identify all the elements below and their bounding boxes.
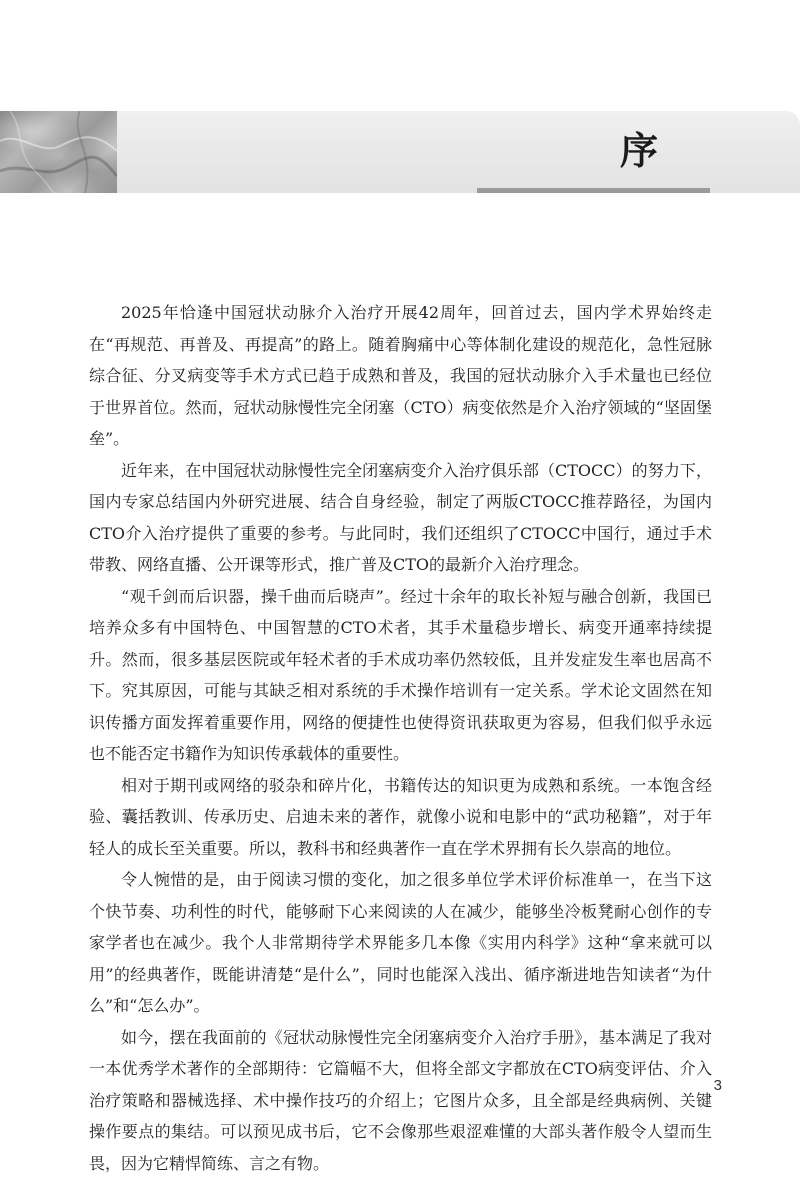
paragraph: 令人惋惜的是，由于阅读习惯的变化，加之很多单位学术评价标准单一，在当下这个快节奏、功利性的时代，能够耐下心来阅读的人在减少，能够坐冷板凳耐心创作的专家学者也在减少。我个人非常期待学术界能多几本像《实用内科学》这种“拿来就可以用”的经典著作，既能讲清楚“是什么”，同时也能深入浅出、循序渐进地告知读者“为什么”和“怎么办”。 <box>89 864 712 1022</box>
header-title-panel <box>117 111 800 193</box>
chapter-title: 序 <box>620 128 660 174</box>
header-marble-texture <box>0 111 117 193</box>
paragraph: 近年来，在中国冠状动脉慢性完全闭塞病变介入治疗俱乐部（CTOCC）的努力下，国内专家总结国内外研究进展、结合自身经验，制定了两版CTOCC推荐路径，为国内CTO介入治疗提供了重要的参考。与此同时，我们还组织了CTOCC中国行，通过手术带教、网络直播、公开课等形式，推广普及CTO的最新介入治疗理念。 <box>89 455 712 581</box>
paragraph: “观千剑而后识器，操千曲而后晓声”。经过十余年的取长补短与融合创新，我国已培养众多有中国特色、中国智慧的CTO术者，其手术量稳步增长、病变开通率持续提升。然而，很多基层医院或年轻术者的手术成功率仍然较低，且并发症发生率也居高不下。究其原因，可能与其缺乏相对系统的手术操作培训有一定关系。学术论文固然在知识传播方面发挥着重要作用，网络的便捷性也使得资讯获取更为容易，但我们似乎永远也不能否定书籍作为知识传承载体的重要性。 <box>89 581 712 770</box>
title-underline <box>477 188 710 193</box>
page-number: 3 <box>714 1077 722 1094</box>
preface-body <box>89 297 712 1179</box>
chapter-header <box>0 111 800 193</box>
paragraph: 相对于期刊或网络的驳杂和碎片化，书籍传达的知识更为成熟和系统。一本饱含经验、囊括教训、传承历史、启迪未来的著作，就像小说和电影中的“武功秘籍”，对于年轻人的成长至关重要。所以，教科书和经典著作一直在学术界拥有长久崇高的地位。 <box>89 770 712 865</box>
paragraph: 2025年恰逢中国冠状动脉介入治疗开展42周年，回首过去，国内学术界始终走在“再规范、再普及、再提高”的路上。随着胸痛中心等体制化建设的规范化，急性冠脉综合征、分叉病变等手术方式已趋于成熟和普及，我国的冠状动脉介入手术量也已经位于世界首位。然而，冠状动脉慢性完全闭塞（CTO）病变依然是介入治疗领域的“坚固堡垒”。 <box>89 297 712 455</box>
paragraph: 如今，摆在我面前的《冠状动脉慢性完全闭塞病变介入治疗手册》，基本满足了我对一本优秀学术著作的全部期待：它篇幅不大，但将全部文字都放在CTO病变评估、介入治疗策略和器械选择、术中操作技巧的介绍上；它图片众多，且全部是经典病例、关键操作要点的集结。可以预见成书后，它不会像那些艰涩难懂的大部头著作般令人望而生畏，因为它精悍简练、言之有物。 <box>89 1022 712 1179</box>
marble-veins-graphic <box>0 111 117 193</box>
